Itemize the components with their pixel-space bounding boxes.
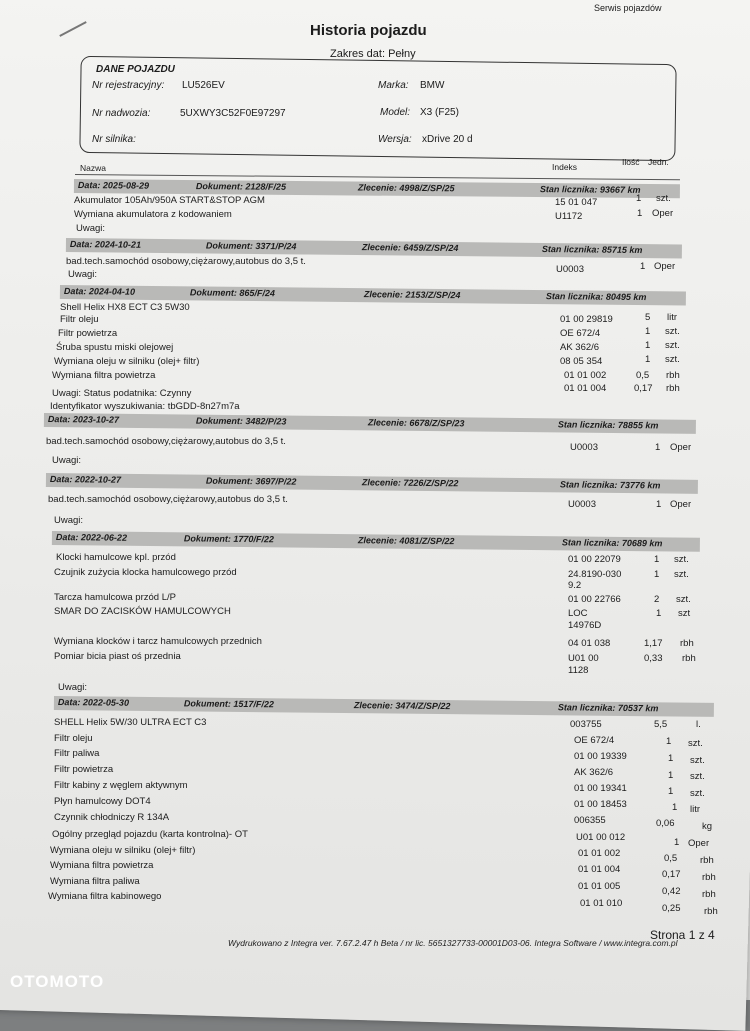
item-index: U1172 (555, 211, 583, 222)
item-index: 01 01 005 (578, 881, 621, 892)
reg-label: Nr rejestracyjny: (92, 80, 165, 91)
col-ilosc: Ilość (622, 157, 640, 167)
service-order: Zlecenie: 4998/Z/SP/25 (357, 182, 455, 194)
col-nazwa: Nazwa (80, 163, 106, 173)
item-index: 01 00 29819 (560, 314, 613, 325)
item-name: bad.tech.samochód osobowy,ciężarowy,autobus do 3,5 t. (46, 436, 286, 447)
item-unit: rbh (666, 370, 680, 381)
item-qty: 1 (645, 340, 651, 351)
vehicle-box-title: DANE POJAZDU (96, 64, 175, 75)
pen-mark (59, 21, 86, 37)
service-order: Zlecenie: 4081/Z/SP/22 (357, 535, 455, 547)
service-header-2022-05-30 (54, 696, 714, 717)
item-unit: litr (690, 804, 701, 815)
item-unit: szt. (690, 788, 705, 799)
service-document: Dokument: 1770/F/22 (183, 533, 275, 545)
item-index: 003755 (570, 719, 602, 730)
service-date: Data: 2024-10-21 (69, 239, 142, 250)
item-index: U0003 (556, 264, 584, 275)
item-unit: Oper (652, 208, 674, 219)
item-qty: 1 (640, 261, 646, 272)
item-name: Shell Helix HX8 ECT C3 5W30 (60, 302, 190, 313)
service-header-2023-10-27 (44, 413, 696, 434)
item-unit: rbh (680, 638, 694, 649)
vin-value: 5UXWY3C52F0E97297 (180, 108, 286, 119)
item-name: Wymiana oleju w silniku (olej+ filtr) (54, 356, 200, 367)
item-qty: 5 (645, 312, 651, 323)
item-qty: 1 (654, 569, 660, 580)
odometer: Stan licznika: 80495 km (545, 291, 647, 303)
item-name: Wymiana filtra powietrza (50, 860, 154, 871)
item-qty: 0,33 (644, 653, 663, 664)
service-document: Dokument: 2128/F/25 (195, 181, 287, 192)
notes: Uwagi: (68, 269, 98, 280)
service-order: Zlecenie: 3474/Z/SP/22 (353, 700, 451, 712)
item-unit: szt. (688, 738, 703, 749)
item-index-cont: 1128 (568, 665, 589, 676)
item-qty: 1 (654, 554, 660, 565)
vin-label: Nr nadwozia: (92, 108, 151, 119)
item-index: 01 01 004 (564, 383, 607, 394)
service-order: Zlecenie: 6459/Z/SP/24 (361, 242, 459, 254)
item-index: 01 01 010 (580, 898, 623, 909)
item-qty: 2 (654, 594, 660, 605)
service-order: Zlecenie: 2153/Z/SP/24 (363, 289, 461, 301)
item-unit: rbh (702, 872, 716, 883)
item-name: Filtr powietrza (54, 764, 114, 775)
item-name: Czujnik zużycia klocka hamulcowego przód (54, 567, 237, 578)
item-name: Wymiana filtra paliwa (50, 876, 140, 887)
notes: Uwagi: (76, 223, 106, 234)
notes: Uwagi: Status podatnika: Czynny (52, 388, 192, 399)
item-name: Śruba spustu miski olejowej (56, 342, 174, 353)
item-qty: 1 (645, 354, 651, 365)
item-index-cont: 9.2 (568, 580, 582, 591)
item-unit: litr (667, 312, 678, 323)
item-qty: 0,06 (656, 818, 675, 829)
item-name: Akumulator 105Ah/950A START&STOP AGM (74, 195, 265, 206)
service-document: Dokument: 3371/P/24 (205, 240, 297, 252)
item-qty: 0,5 (636, 370, 650, 381)
item-name: Filtr oleju (60, 314, 99, 325)
item-unit: szt. (665, 354, 680, 365)
item-qty: 1 (637, 208, 643, 219)
item-index: 01 00 22079 (568, 554, 621, 565)
item-unit: szt. (674, 569, 689, 580)
item-qty: 0,25 (662, 903, 681, 914)
service-date: Data: 2022-06-22 (55, 532, 128, 543)
item-name: Filtr kabiny z węglem aktywnym (54, 780, 188, 791)
item-index: LOC (568, 608, 588, 619)
item-name: Płyn hamulcowy DOT4 (54, 796, 151, 807)
item-name: SMAR DO ZACISKÓW HAMULCOWYCH (54, 606, 231, 617)
item-index: 04 01 038 (568, 638, 611, 649)
item-index: U01 00 (568, 653, 599, 664)
item-name: Pomiar bicia piast oś przednia (54, 651, 181, 662)
item-index: U0003 (570, 442, 598, 453)
item-unit: szt. (656, 193, 671, 204)
item-qty: 1 (668, 770, 674, 781)
item-name: Filtr oleju (54, 733, 93, 744)
service-order: Zlecenie: 6678/Z/SP/23 (367, 417, 465, 429)
item-unit: szt. (690, 755, 705, 766)
item-index: AK 362/6 (560, 342, 600, 353)
page-number: Strona 1 z 4 (650, 928, 715, 942)
item-unit: l. (696, 719, 701, 730)
item-unit: szt. (665, 326, 680, 337)
odometer: Stan licznika: 70689 km (561, 537, 663, 549)
item-name: Filtr powietrza (58, 328, 118, 339)
service-date: Data: 2022-05-30 (57, 697, 130, 708)
item-index: 01 01 002 (578, 848, 621, 859)
notes: Uwagi: (52, 455, 82, 466)
item-index: 15 01 047 (555, 197, 598, 208)
page-title: Historia pojazdu (310, 22, 427, 39)
item-name: Wymiana oleju w silniku (olej+ filtr) (50, 845, 196, 856)
item-unit: szt. (690, 771, 705, 782)
item-qty: 0,17 (662, 869, 681, 880)
item-name: Tarcza hamulcowa przód L/P (54, 592, 176, 603)
item-qty: 1 (668, 786, 674, 797)
item-qty: 0,42 (662, 886, 681, 897)
engine-label: Nr silnika: (92, 134, 136, 145)
notes: Uwagi: (58, 682, 88, 693)
service-document: Dokument: 3697/P/22 (205, 475, 297, 487)
print-footer: Wydrukowano z Integra ver. 7.67.2.47 h Beta / nr lic. 5651327733-00001D03-06. Integra Software / www.integra.com.pl (228, 938, 678, 948)
item-index: 01 01 002 (564, 370, 607, 381)
make-label: Marka: (378, 80, 409, 91)
item-unit: rbh (704, 906, 718, 917)
item-unit: kg (702, 821, 713, 832)
service-header-2022-06-22 (52, 531, 700, 552)
item-qty: 1 (672, 802, 678, 813)
item-unit: rbh (700, 855, 714, 866)
version-value: xDrive 20 d (422, 134, 473, 145)
item-index: 006355 (574, 815, 606, 826)
item-qty: 5,5 (654, 719, 668, 730)
item-index: 24.8190-030 (568, 569, 622, 580)
item-name: Wymiana klocków i tarcz hamulcowych przednich (54, 636, 262, 647)
item-index: U0003 (568, 499, 596, 510)
notes: Uwagi: (54, 515, 84, 526)
service-document: Dokument: 1517/F/22 (183, 698, 275, 710)
odometer: Stan licznika: 73776 km (559, 479, 661, 491)
search-identifier: Identyfikator wyszukiwania: tbGDD-8n27m7a (50, 401, 240, 412)
item-qty: 0,17 (634, 383, 653, 394)
date-range: Zakres dat: Pełny (330, 48, 416, 60)
item-index: 01 00 19339 (574, 751, 627, 762)
item-name: Ogólny przegląd pojazdu (karta kontrolna)- OT (52, 829, 248, 840)
item-name: Filtr paliwa (54, 748, 100, 759)
reg-value: LU526EV (182, 80, 225, 91)
item-name: bad.tech.samochód osobowy,ciężarowy,autobus do 3,5 t. (48, 494, 288, 505)
service-label: Serwis pojazdów (594, 3, 662, 13)
item-qty: 1,17 (644, 638, 663, 649)
item-qty: 1 (636, 193, 642, 204)
item-name: Wymiana akumulatora z kodowaniem (74, 209, 232, 220)
service-document: Dokument: 865/F/24 (189, 287, 276, 299)
item-index: U01 00 012 (576, 832, 626, 843)
item-qty: 1 (656, 499, 662, 510)
item-name: Wymiana filtra powietrza (52, 370, 156, 381)
item-name: bad.tech.samochód osobowy,ciężarowy,autobus do 3,5 t. (66, 256, 306, 267)
item-name: Klocki hamulcowe kpl. przód (56, 552, 176, 563)
model-value: X3 (F25) (420, 107, 459, 118)
item-unit: Oper (654, 261, 676, 272)
item-qty: 1 (656, 608, 662, 619)
service-date: Data: 2022-10-27 (49, 474, 122, 485)
item-unit: szt. (674, 554, 689, 565)
item-unit: Oper (670, 442, 692, 453)
model-label: Model: (380, 107, 411, 118)
col-indeks: Indeks (552, 162, 578, 172)
item-qty: 1 (674, 837, 680, 848)
service-header-2022-10-27 (46, 473, 698, 494)
version-label: Wersja: (378, 134, 412, 145)
item-index: OE 672/4 (574, 735, 615, 746)
item-index: 08 05 354 (560, 356, 603, 367)
item-qty: 1 (655, 442, 661, 453)
make-value: BMW (420, 80, 445, 91)
item-unit: szt. (676, 594, 691, 605)
item-unit: Oper (688, 838, 710, 849)
item-unit: rbh (682, 653, 696, 664)
item-index: AK 362/6 (574, 767, 614, 778)
item-unit: szt (678, 608, 691, 619)
item-index: 01 00 22766 (568, 594, 621, 605)
odometer: Stan licznika: 78855 km (557, 419, 659, 431)
item-name: SHELL Helix 5W/30 ULTRA ECT C3 (54, 717, 207, 728)
odometer: Stan licznika: 93667 km (539, 184, 641, 195)
col-jedn: Jedn. (648, 157, 669, 167)
item-qty: 1 (668, 753, 674, 764)
service-date: Data: 2023-10-27 (47, 414, 120, 425)
service-document: Dokument: 3482/P/23 (195, 415, 287, 427)
odometer: Stan licznika: 85715 km (541, 243, 643, 256)
service-date: Data: 2025-08-29 (77, 180, 150, 191)
item-index-cont: 14976D (568, 620, 602, 631)
item-name: Czynnik chłodniczy R 134A (54, 812, 170, 823)
item-qty: 1 (645, 326, 651, 337)
item-unit: rbh (702, 889, 716, 900)
item-index: OE 672/4 (560, 328, 601, 339)
otomoto-watermark: OTOMOTO (10, 972, 105, 991)
item-name: Wymiana filtra kabinowego (48, 891, 162, 902)
service-date: Data: 2024-04-10 (63, 286, 136, 297)
item-qty: 1 (666, 736, 672, 747)
item-index: 01 00 18453 (574, 799, 627, 810)
item-qty: 0,5 (664, 853, 678, 864)
item-index: 01 00 19341 (574, 783, 627, 794)
odometer: Stan licznika: 70537 km (557, 702, 659, 714)
service-order: Zlecenie: 7226/Z/SP/22 (361, 477, 459, 489)
item-unit: szt. (665, 340, 680, 351)
item-unit: Oper (670, 499, 692, 510)
item-unit: rbh (666, 383, 680, 394)
item-index: 01 01 004 (578, 864, 621, 875)
